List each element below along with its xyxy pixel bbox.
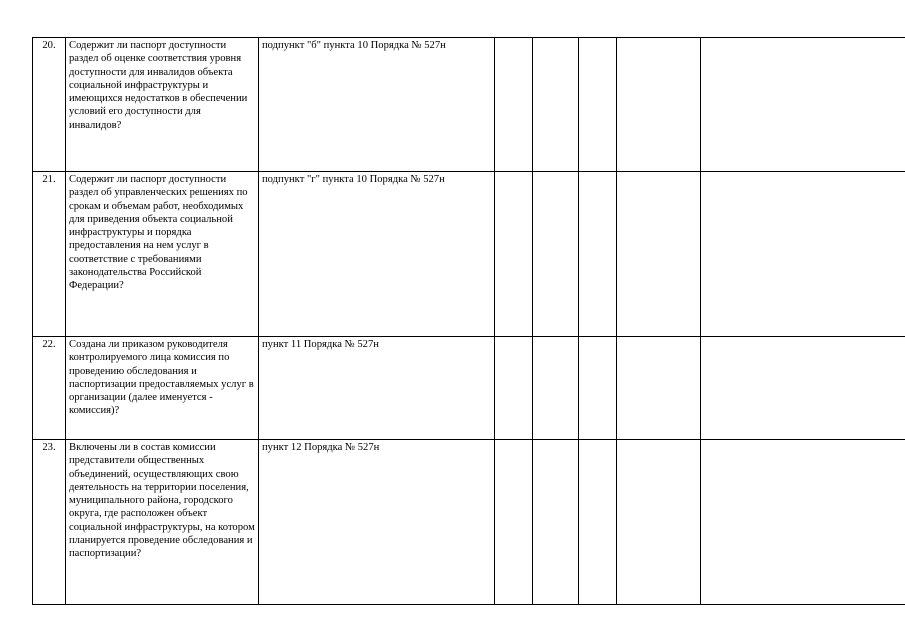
empty-cell	[533, 172, 579, 337]
reference-cell: пункт 11 Порядка № 527н	[259, 337, 495, 440]
row-number: 20.	[33, 38, 66, 172]
empty-cell	[533, 440, 579, 605]
empty-cell	[617, 172, 701, 337]
empty-cell	[701, 440, 905, 605]
empty-cell	[579, 38, 617, 172]
question-cell: Создана ли приказом руководителя контролируемого лица комиссия по проведению обследования и паспортизации предоставляемых услуг в организации (далее именуется - комиссия)?	[66, 337, 259, 440]
reference-cell: подпункт "г" пункта 10 Порядка № 527н	[259, 172, 495, 337]
empty-cell	[701, 337, 905, 440]
empty-cell	[495, 440, 533, 605]
reference-cell: пункт 12 Порядка № 527н	[259, 440, 495, 605]
empty-cell	[701, 172, 905, 337]
empty-cell	[495, 38, 533, 172]
reference-cell: подпункт "б" пункта 10 Порядка № 527н	[259, 38, 495, 172]
table-row	[33, 38, 905, 172]
empty-cell	[579, 440, 617, 605]
question-cell: Включены ли в состав комиссии представители общественных объединений, осуществляющих свою деятельность на территории поселения, муниципального района, городского округа, где расположен объект социальной инфраструктуры, на котором планируется проведение обследования и паспортизации?	[66, 440, 259, 605]
empty-cell	[579, 172, 617, 337]
empty-cell	[617, 38, 701, 172]
empty-cell	[701, 38, 905, 172]
row-number: 23.	[33, 440, 66, 605]
question-cell: Содержит ли паспорт доступности раздел об управленческих решениях по срокам и объемам работ, необходимых для приведения объекта социальной инфраструктуры и порядка предоставления на нем услуг в соответствие с требованиями законодательства Российской Федерации?	[66, 172, 259, 337]
row-number: 22.	[33, 337, 66, 440]
checklist-table	[32, 37, 905, 605]
row-number: 21.	[33, 172, 66, 337]
empty-cell	[617, 337, 701, 440]
question-cell: Содержит ли паспорт доступности раздел об оценке соответствия уровня доступности для инвалидов объекта социальной инфраструктуры и имеющихся недостатков в обеспечении условий его доступности для инвалидов?	[66, 38, 259, 172]
table-row	[33, 172, 905, 337]
table-row	[33, 440, 905, 605]
empty-cell	[533, 38, 579, 172]
table-row	[33, 337, 905, 440]
empty-cell	[579, 337, 617, 440]
empty-cell	[495, 172, 533, 337]
empty-cell	[617, 440, 701, 605]
empty-cell	[495, 337, 533, 440]
empty-cell	[533, 337, 579, 440]
